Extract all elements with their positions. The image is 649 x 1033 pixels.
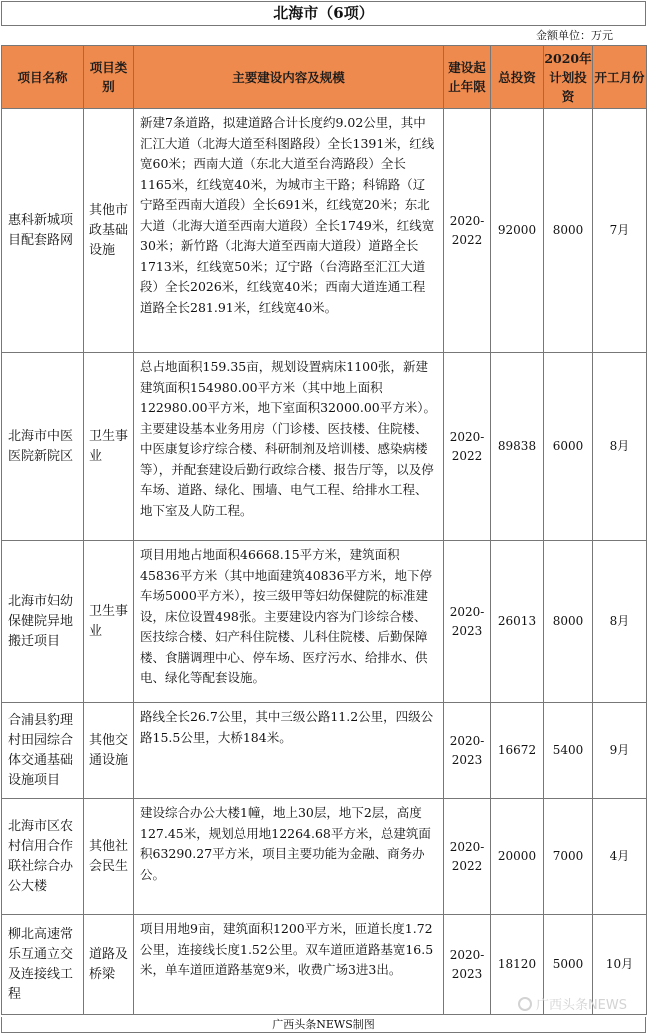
project-plan2020: 6000 bbox=[544, 353, 593, 541]
watermark-right-text: 广西头条NEWS bbox=[535, 998, 627, 1013]
project-content: 建设综合办公大楼1幢，地上30层，地下2层，高度127.45米，规划总用地12264.68平方米，总建筑面积63290.27平方米，项目主要功能为金融、商务办公。 bbox=[134, 799, 444, 915]
project-plan2020: 5400 bbox=[544, 703, 593, 799]
header-plan2020: 2020年计划投资 bbox=[544, 46, 593, 109]
project-total: 89838 bbox=[491, 353, 544, 541]
project-period: 2020-2023 bbox=[444, 703, 491, 799]
sheet-title: 北海市（6项） bbox=[1, 1, 646, 26]
project-period: 2020-2023 bbox=[444, 541, 491, 703]
project-start: 8月 bbox=[593, 353, 647, 541]
header-category: 项目类别 bbox=[84, 46, 134, 109]
project-category: 道路及桥梁 bbox=[84, 915, 134, 1015]
project-name: 柳北高速常乐互通立交及连接线工程 bbox=[2, 915, 84, 1015]
project-content: 新建7条道路，拟建道路合计长度约9.02公里，其中汇江大道（北海大道至科图路段）全长1391米，红线宽60米；西南大道（东北大道至台湾路段）全长1165米，红线宽40米，为城市主干路；科锦路（辽宁路至西南大道段）全长691米，红线宽20米；东北大道（北海大道至西南大道段）全长1749米，红线宽30米；新竹路（北海大道至西南大道段）道路全长1713米，红线宽50米；辽宁路（台湾路至汇江大道段）全长2026米，红线宽40米；西南大道连通工程道路全长281.91米，红线宽40米。 bbox=[134, 109, 444, 353]
project-name: 北海市区农村信用合作联社综合办公大楼 bbox=[2, 799, 84, 915]
project-name: 北海市中医医院新院区 bbox=[2, 353, 84, 541]
project-total: 20000 bbox=[491, 799, 544, 915]
project-content: 路线全长26.7公里，其中三级公路11.2公里，四级公路15.5公里，大桥184米。 bbox=[134, 703, 444, 799]
project-content: 总占地面积159.35亩，规划设置病床1100张，新建建筑面积154980.00平方米（其中地上面积122980.00平方米，地下室面积32000.00平方米）。主要建设基本业务用房（门诊楼、医技楼、住院楼、中医康复诊疗综合楼、科研制剂及培训楼、感染病楼等），并配套建设后勤行政综合楼、报告厅等，以及停车场、道路、绿化、围墙、电气工程、给排水工程、地下室及人防工程。 bbox=[134, 353, 444, 541]
project-category: 其他市政基础设施 bbox=[84, 109, 134, 353]
table-row bbox=[2, 353, 647, 541]
project-start: 7月 bbox=[593, 109, 647, 353]
header-period: 建设起止年限 bbox=[444, 46, 491, 109]
project-start: 10月 bbox=[593, 915, 647, 1015]
table-row bbox=[2, 109, 647, 353]
project-category: 其他交通设施 bbox=[84, 703, 134, 799]
project-period: 2020-2022 bbox=[444, 353, 491, 541]
header-name: 项目名称 bbox=[2, 46, 84, 109]
table-row bbox=[2, 703, 647, 799]
project-name: 惠科新城项目配套路网 bbox=[2, 109, 84, 353]
header-start: 开工月份 bbox=[593, 46, 647, 109]
table-row bbox=[2, 541, 647, 703]
project-plan2020: 5000 bbox=[544, 915, 593, 1015]
project-content: 项目用地占地面积46668.15平方米，建筑面积45836平方米（其中地面建筑40836平方米，地下停车场5000平方米），按三级甲等妇幼保健院的标准建设，床位设置498张。主要建设内容为门诊综合楼、医技综合楼、妇产科住院楼、儿科住院楼、后勤保障楼、食膳调理中心、停车场、医疗污水、给排水、供电、绿化等配套设施。 bbox=[134, 541, 444, 703]
project-start: 4月 bbox=[593, 799, 647, 915]
project-name: 北海市妇幼保健院异地搬迁项目 bbox=[2, 541, 84, 703]
header-total: 总投资 bbox=[491, 46, 544, 109]
header-row bbox=[2, 46, 647, 109]
project-name: 合浦县豹理村田园综合体交通基础设施项目 bbox=[2, 703, 84, 799]
footer-credit: 广西头条NEWS制图 bbox=[1, 1017, 646, 1033]
project-total: 92000 bbox=[491, 109, 544, 353]
project-start: 9月 bbox=[593, 703, 647, 799]
header-content: 主要建设内容及规模 bbox=[134, 46, 444, 109]
project-category: 卫生事业 bbox=[84, 541, 134, 703]
project-plan2020: 7000 bbox=[544, 799, 593, 915]
unit-note: 金额单位：万元 bbox=[536, 29, 613, 42]
project-category: 卫生事业 bbox=[84, 353, 134, 541]
project-content: 项目用地9亩，建筑面积1200平方米，匝道长度1.72公里，连接线长度1.52公里。双车道匝道路基宽16.5米，单车道匝道路基宽9米，收费广场3进3出。 bbox=[134, 915, 444, 1015]
project-total: 18120 bbox=[491, 915, 544, 1015]
project-period: 2020-2022 bbox=[444, 109, 491, 353]
project-plan2020: 8000 bbox=[544, 541, 593, 703]
project-start: 8月 bbox=[593, 541, 647, 703]
project-total: 26013 bbox=[491, 541, 544, 703]
project-plan2020: 8000 bbox=[544, 109, 593, 353]
project-total: 16672 bbox=[491, 703, 544, 799]
watermark-right bbox=[518, 994, 627, 1013]
table-row bbox=[2, 799, 647, 915]
wechat-icon bbox=[518, 997, 532, 1011]
project-period: 2020-2023 bbox=[444, 915, 491, 1015]
project-period: 2020-2022 bbox=[444, 799, 491, 915]
project-category: 其他社会民生 bbox=[84, 799, 134, 915]
project-table bbox=[1, 45, 647, 1015]
